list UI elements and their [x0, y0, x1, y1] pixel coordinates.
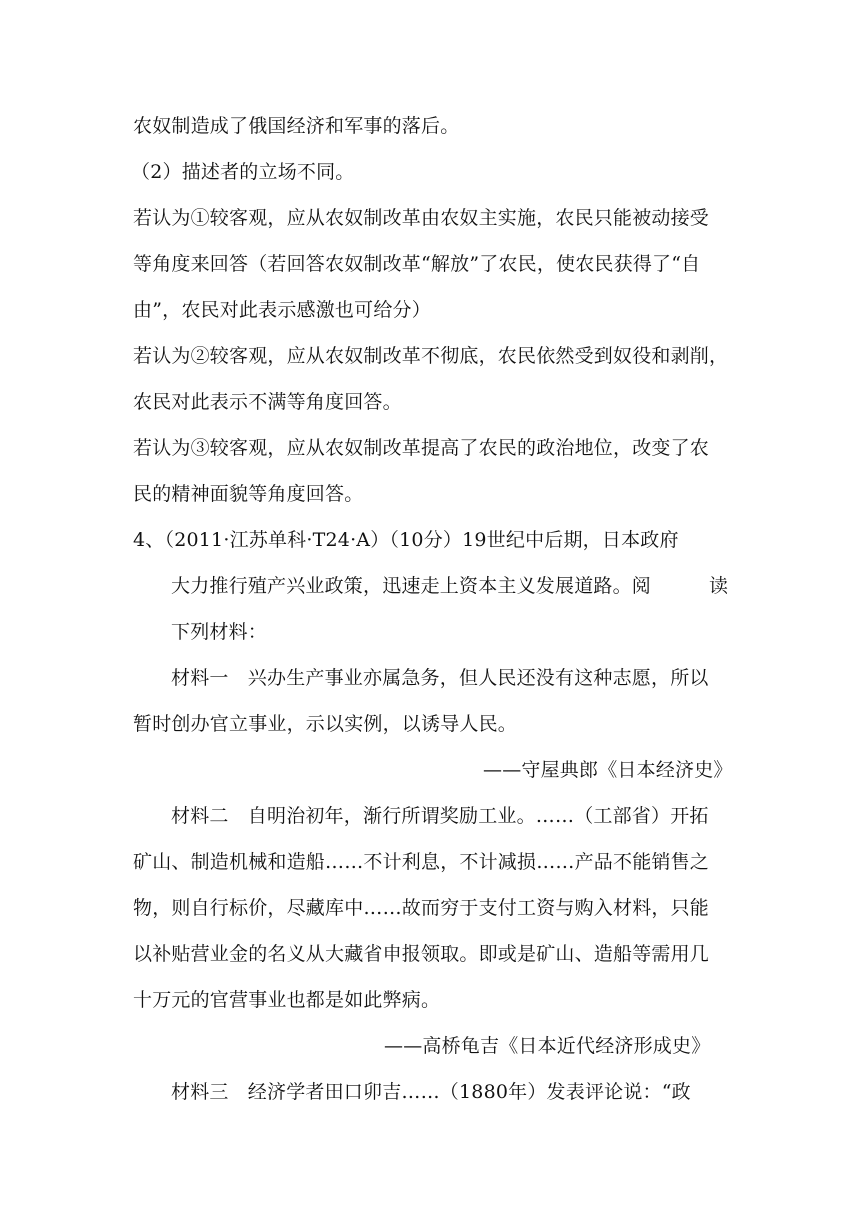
answer-line-7: 农民对此表示不满等角度回答。: [133, 391, 402, 413]
answer-line-1: 农奴制造成了俄国经济和军事的落后。: [133, 115, 460, 137]
material-2-line-3: 物，则自行标价，尽藏库中……故而穷于支付工资与购入材料，只能: [133, 897, 710, 919]
answer-line-9: 民的精神面貌等角度回答。: [133, 483, 364, 505]
material-2-source: ——高桥龟吉《日本近代经济形成史》: [384, 1035, 711, 1057]
material-1-line-1: 材料一 兴办生产事业亦属急务，但人民还没有这种志愿，所以: [171, 667, 709, 689]
material-1-line-2: 暂时创办官立事业，示以实例，以诱导人民。: [133, 713, 518, 735]
answer-line-8: 若认为③较客观，应从农奴制改革提高了农民的政治地位，改变了农: [133, 437, 710, 459]
answer-line-5: 由”，农民对此表示感激也可给分）: [133, 299, 431, 321]
question-4-line-2-tail: 读: [709, 575, 729, 597]
material-3-line-1: 材料三 经济学者田口卯吉……（1880年）发表评论说：“政: [171, 1081, 691, 1103]
question-4-line-3: 下列材料：: [171, 621, 268, 643]
material-2-line-5: 十万元的官营事业也都是如此弊病。: [133, 989, 441, 1011]
material-2-line-4: 以补贴营业金的名义从大藏省申报领取。即或是矿山、造船等需用几: [133, 943, 710, 965]
question-4-heading: 4、（2011·江苏单科·T24·A）（10分）19世纪中后期，日本政府: [133, 529, 679, 551]
answer-line-4: 等角度来回答（若回答农奴制改革“解放”了农民，使农民获得了“自: [133, 253, 701, 275]
answer-line-3: 若认为①较客观，应从农奴制改革由农奴主实施，农民只能被动接受: [133, 207, 710, 229]
material-2-line-1: 材料二 自明治初年，渐行所谓奖励工业。……（工部省）开拓: [171, 805, 709, 827]
answer-line-6: 若认为②较客观，应从农奴制改革不彻底，农民依然受到奴役和剥削，: [133, 345, 729, 367]
material-1-source: ——守屋典郎《日本经济史》: [483, 759, 733, 781]
answer-subheading-2: （2）描述者的立场不同。: [131, 161, 355, 183]
question-4-line-2: 大力推行殖产兴业政策，迅速走上资本主义发展道路。阅: [171, 575, 652, 597]
material-2-line-2: 矿山、制造机械和造船……不计利息，不计减损……产品不能销售之: [133, 851, 710, 873]
